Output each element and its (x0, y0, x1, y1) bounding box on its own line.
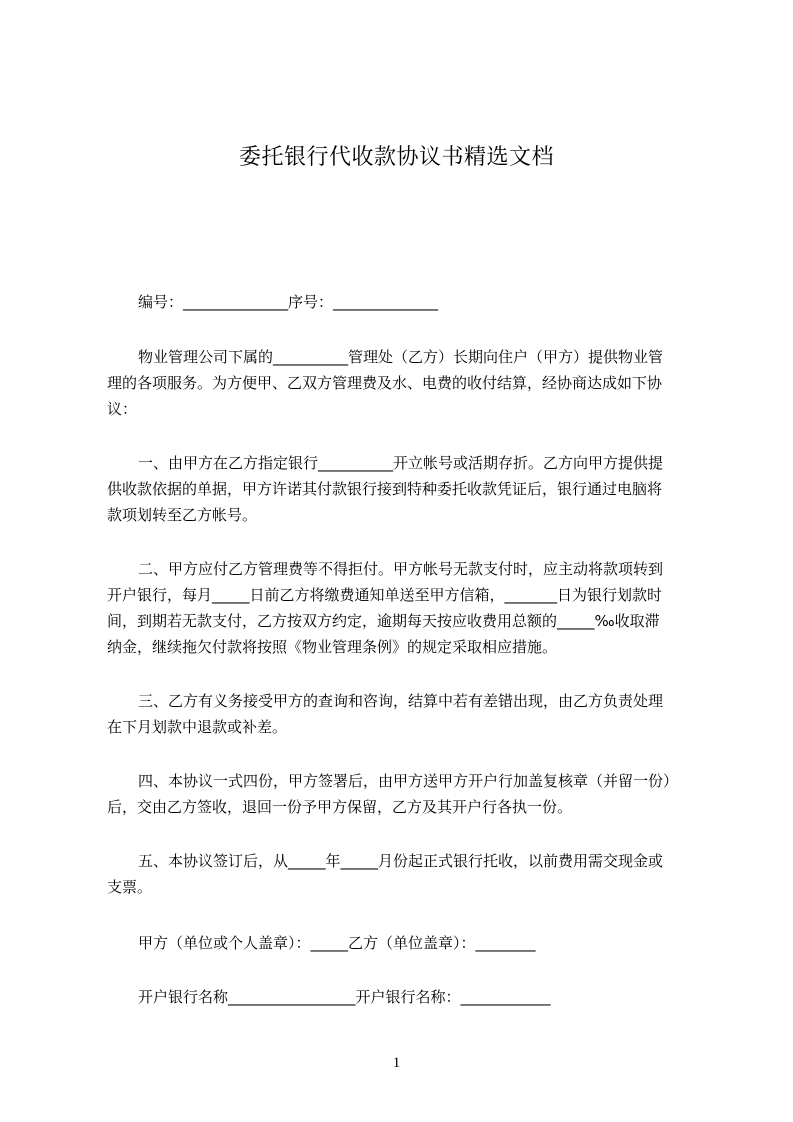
clause-2-line-2: 开户银行，每月_____日前乙方将缴费通知单送至甲方信箱，_______日为银行划款时 (107, 586, 663, 604)
clause-2-line-1: 二、甲方应付乙方管理费等不得拒付。甲方帐号无款支付时，应主动将款项转到 (138, 560, 664, 578)
clause-1-line-2: 供收款依据的单据，甲方许诺其付款银行接到特种委托收款凭证后，银行通过电脑将 (107, 480, 663, 498)
clause-2-line-3: 间，到期若无款支付，乙方按双方约定，逾期每天按应收费用总额的_____‰收取滞 (107, 612, 660, 630)
clause-3-line-1: 三、乙方有义务接受甲方的查询和咨询，结算中若有差错出现，由乙方负责处理 (138, 692, 664, 710)
bank-name-line: 开户银行名称_________________开户银行名称：____________ (138, 988, 551, 1006)
clause-2-line-4: 纳金，继续拖欠付款将按照《物业管理条例》的规定采取相应措施。 (107, 638, 558, 656)
clause-5-line-2: 支票。 (107, 878, 153, 896)
clause-4-line-2: 后，交由乙方签收，退回一份予甲方保留，乙方及其开户行各执一份。 (107, 798, 573, 816)
page-title: 委托银行代收款协议书精选文档 (238, 145, 554, 170)
clause-3-line-2: 在下月划款中退款或补差。 (107, 718, 288, 736)
clause-5-line-1: 五、本协议签订后，从_____年_____月份起正式银行托收，以前费用需交现金或 (138, 852, 664, 870)
intro-paragraph-line-2: 理的各项服务。为方便甲、乙双方管理费及水、电费的收付结算，经协商达成如下协 (107, 374, 663, 392)
intro-paragraph-line-3: 议： (107, 400, 138, 418)
signature-line: 甲方（单位或个人盖章）：_____乙方（单位盖章）：________ (138, 934, 536, 952)
clause-4-line-1: 四、本协议一式四份，甲方签署后，由甲方送甲方开户行加盖复核章（并留一份） (138, 772, 679, 790)
page-number: 1 (392, 1055, 401, 1071)
clause-1-line-1: 一、由甲方在乙方指定银行__________开立帐号或活期存折。乙方向甲方提供提 (138, 454, 664, 472)
clause-1-line-3: 款项划转至乙方帐号。 (107, 506, 258, 524)
doc-number-line: 编号：______________序号：______________ (138, 293, 439, 311)
intro-paragraph-line-1: 物业管理公司下属的__________管理处（乙方）长期向住户（甲方）提供物业管 (138, 348, 664, 366)
